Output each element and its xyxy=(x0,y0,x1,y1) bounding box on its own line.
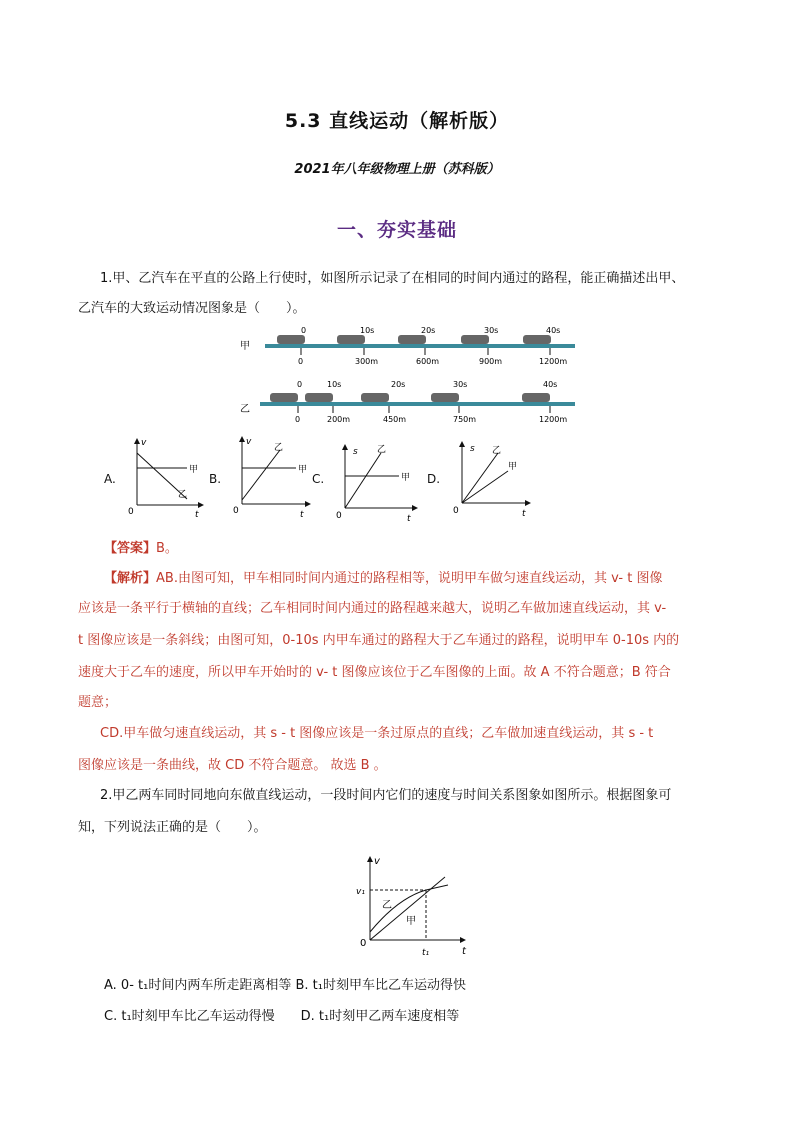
road-yi-label: 乙 xyxy=(240,404,250,415)
q2-options-line2[interactable]: C. t₁时刻甲车比乙车运动得慢 D. t₁时刻甲乙两车速度相等 xyxy=(104,1009,460,1024)
q1-stem-line1: 1.甲、乙汽车在平直的公路上行使时，如图所示记录了在相同的时间内通过的路程，能正确描述出甲、 xyxy=(100,271,685,286)
road-jia xyxy=(265,344,575,348)
option-a-graph xyxy=(125,435,207,520)
answer-label: 【答案】 xyxy=(104,541,157,556)
car-icon xyxy=(277,335,305,344)
option-c-letter[interactable]: C. xyxy=(312,472,325,486)
road-diagram xyxy=(225,322,585,427)
yi-time: 30s xyxy=(453,380,468,389)
axis-label: t xyxy=(195,510,199,520)
analysis-line xyxy=(104,568,663,590)
car-icon xyxy=(270,393,298,402)
car-icon xyxy=(305,393,333,402)
analysis-text: AB.由图可知，甲车相同时间内通过的路程相等，说明甲车做匀速直线运动，其 v- t 图像 xyxy=(156,571,663,586)
jia-dist: 0 xyxy=(298,357,304,366)
road-yi xyxy=(260,402,575,406)
axis-label: s xyxy=(470,444,475,454)
jia-time: 0 xyxy=(301,326,307,335)
road-jia-cars xyxy=(277,335,551,344)
axis-label: v xyxy=(374,856,380,867)
car-icon xyxy=(522,393,550,402)
series-label: 乙 xyxy=(178,490,188,500)
page-subtitle: 2021年八年级物理上册（苏科版） xyxy=(294,162,500,177)
origin-label: 0 xyxy=(233,506,239,516)
jia-dist: 900m xyxy=(479,357,503,366)
option-d-letter[interactable]: D. xyxy=(427,472,441,486)
option-d-graph xyxy=(450,437,536,519)
jia-dist: 600m xyxy=(416,357,440,366)
origin-label: 0 xyxy=(360,938,367,949)
answer-value: B。 xyxy=(156,541,178,556)
yi-dist: 0 xyxy=(295,415,301,424)
car-icon xyxy=(431,393,459,402)
series-label: 乙 xyxy=(382,900,392,911)
car-icon xyxy=(361,393,389,402)
series-label: 甲 xyxy=(406,916,416,927)
analysis-label: 【解析】 xyxy=(104,571,157,586)
car-icon xyxy=(523,335,551,344)
axis-label: s xyxy=(353,447,358,457)
series-label: 乙 xyxy=(492,446,502,456)
yi-time: 10s xyxy=(327,380,342,389)
series-label: 甲 xyxy=(508,462,518,472)
v1-label: v₁ xyxy=(356,887,365,897)
yi-dist: 200m xyxy=(327,415,351,424)
analysis-line: t 图像应该是一条斜线；由图可知，0-10s 内甲车通过的路程大于乙车通过的路程，说明甲车 0-10s 内的 xyxy=(78,633,680,648)
yi-time: 20s xyxy=(391,380,406,389)
jia-dist: 300m xyxy=(355,357,379,366)
car-icon xyxy=(337,335,365,344)
origin-label: 0 xyxy=(128,507,134,517)
jia-time: 10s xyxy=(360,326,375,335)
option-b-graph xyxy=(230,432,315,520)
axis-label: t xyxy=(300,510,304,520)
option-a-letter[interactable]: A. xyxy=(104,472,116,486)
car-icon xyxy=(461,335,489,344)
option-b-letter[interactable]: B. xyxy=(209,472,222,486)
series-label: 甲 xyxy=(298,465,308,475)
analysis-line: 应该是一条平行于横轴的直线；乙车相同时间内通过的路程越来越大，说明乙车做加速直线运动，其 v- xyxy=(78,601,667,616)
car-icon xyxy=(398,335,426,344)
jia-time: 40s xyxy=(546,326,561,335)
axis-label: t xyxy=(522,509,526,519)
q2-options-line1[interactable]: A. 0- t₁时间内两车所走距离相等 B. t₁时刻甲车比乙车运动得快 xyxy=(104,978,466,993)
origin-label: 0 xyxy=(336,511,342,521)
page-title: 5.3 直线运动（解析版） xyxy=(284,110,510,132)
origin-label: 0 xyxy=(453,506,459,516)
road-yi-cars xyxy=(270,393,550,402)
q1-stem-line2: 乙汽车的大致运动情况图象是（ ）。 xyxy=(78,301,306,316)
yi-time: 0 xyxy=(297,380,303,389)
q2-vt-graph xyxy=(340,852,475,962)
axis-label: t xyxy=(462,946,466,957)
yi-dist: 1200m xyxy=(539,415,568,424)
section-heading: 一、夯实基础 xyxy=(336,219,457,241)
axis-label: v xyxy=(246,437,252,447)
axis-label: v xyxy=(141,438,147,448)
yi-dist: 750m xyxy=(453,415,477,424)
q2-stem-line2: 知，下列说法正确的是（ ）。 xyxy=(78,820,267,835)
option-c-graph xyxy=(333,440,423,522)
jia-dist: 1200m xyxy=(539,357,568,366)
analysis-line: 图像应该是一条曲线，故 CD 不符合题意。 故选 B 。 xyxy=(78,758,387,773)
t1-label: t₁ xyxy=(422,948,430,958)
road-jia-label: 甲 xyxy=(240,341,250,352)
series-label: 乙 xyxy=(274,443,284,453)
axis-label: t xyxy=(407,514,411,522)
yi-time: 40s xyxy=(543,380,558,389)
analysis-line: CD.甲车做匀速直线运动，其 s - t 图像应该是一条过原点的直线；乙车做加速直线运动，其 s - t xyxy=(100,726,654,741)
analysis-line: 速度大于乙车的速度，所以甲车开始时的 v- t 图像应该位于乙车图像的上面。故 A 不符合题意；B 符合 xyxy=(78,665,671,680)
yi-dist: 450m xyxy=(383,415,407,424)
q2-stem-line1: 2.甲乙两车同时同地向东做直线运动，一段时间内它们的速度与时间关系图象如图所示。根据图象可 xyxy=(100,788,672,803)
jia-time: 30s xyxy=(484,326,499,335)
series-label: 乙 xyxy=(377,445,387,455)
series-label: 甲 xyxy=(189,465,199,475)
analysis-line: 题意； xyxy=(78,695,118,710)
series-label: 甲 xyxy=(401,473,411,483)
answer-line xyxy=(104,538,178,560)
jia-time: 20s xyxy=(421,326,436,335)
